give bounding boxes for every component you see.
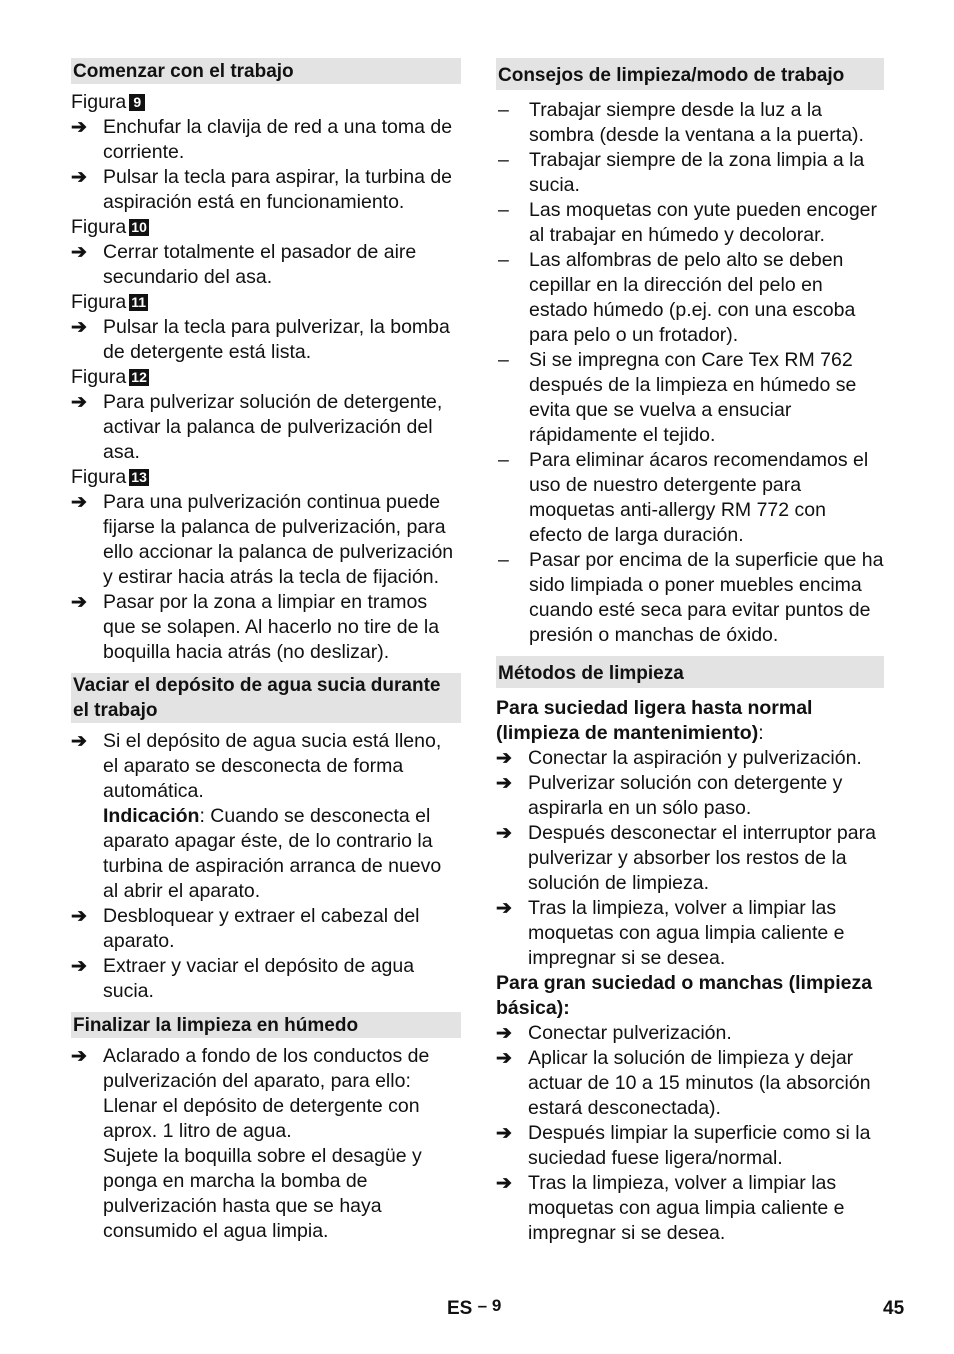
figure-number-badge: 12	[131, 369, 147, 385]
tip-item: – Las alfombras de pelo alto se deben cepillar en la dirección del pelo en estado húmedo (p.ej. con una escoba para pelo o un frotador).	[498, 249, 856, 346]
tip-item: – Pasar por encima de la superficie que ha sido limpiada o poner muebles encima cuando esté seca para evitar puntos de presión o manchas de óxido.	[498, 549, 884, 646]
dash-bullet: –	[498, 549, 509, 571]
arrow-right-icon: ➔	[496, 1123, 512, 1144]
section-heading-cleaning-tips: Consejos de limpieza/modo de trabajo	[496, 58, 884, 90]
figure-number-badge: 10	[131, 219, 147, 235]
dash-bullet: –	[498, 249, 509, 271]
dash-bullet: –	[498, 199, 509, 221]
arrow-right-icon: ➔	[71, 906, 87, 927]
dash-bullet: –	[498, 149, 509, 171]
arrow-right-icon: ➔	[496, 898, 512, 919]
instruction-item: ➔ Después desconectar el interruptor para pulverizar y absorber los restos de la solución de limpieza.	[496, 822, 876, 894]
left-column	[71, 58, 461, 1244]
arrow-right-icon: ➔	[496, 1048, 512, 1069]
instruction-item: ➔ Después limpiar la superficie como si la suciedad fuese ligera/normal.	[496, 1122, 871, 1169]
section-heading-empty-tank: Vaciar el depósito de agua sucia durante el trabajo	[71, 673, 461, 723]
tip-item: – Para eliminar ácaros recomendamos el uso de nuestro detergente para moquetas anti-allergy RM 772 con efecto de larga duración.	[498, 449, 869, 546]
instruction-item: ➔ Si el depósito de agua sucia está lleno, el aparato se desconecta de forma automática. Indicación: Cuando se desconecta el aparato apagar éste, de lo contrario la turbina de aspiración arranca de nuevo al abrir el aparato.	[71, 730, 442, 902]
instruction-item: ➔ Para pulverizar solución de detergente, activar la palanca de pulverización del asa.	[71, 391, 443, 463]
arrow-right-icon: ➔	[71, 1046, 87, 1067]
note-text: : Cuando se desconecta el aparato apagar éste, de lo contrario la turbina de aspiración arranca de nuevo al abrir el aparato.	[103, 805, 442, 902]
arrow-right-icon: ➔	[71, 731, 87, 752]
section-heading-start-work: Comenzar con el trabajo	[71, 58, 461, 84]
arrow-right-icon: ➔	[71, 392, 87, 413]
instruction-item: ➔ Cerrar totalmente el pasador de aire secundario del asa.	[71, 241, 417, 288]
instruction-item: ➔ Extraer y vaciar el depósito de agua sucia.	[71, 955, 415, 1002]
instruction-item: ➔ Tras la limpieza, volver a limpiar las moquetas con agua limpia caliente e impregnar si se desea.	[496, 1172, 845, 1244]
dash-bullet: –	[498, 349, 509, 371]
subheading-light-dirt: Para suciedad ligera hasta normal (limpieza de mantenimiento):	[496, 697, 813, 744]
instruction-item: ➔ Pasar por la zona a limpiar en tramos que se solapen. Al hacerlo no tire de la boquilla hacia atrás (no deslizar).	[71, 591, 440, 663]
arrow-right-icon: ➔	[71, 242, 87, 263]
arrow-right-icon: ➔	[71, 492, 87, 513]
language-code: ES	[447, 1298, 473, 1319]
instruction-item: ➔ Tras la limpieza, volver a limpiar las moquetas con agua limpia caliente e impregnar si se desea.	[496, 897, 845, 969]
figure-number-badge: 9	[129, 94, 145, 111]
figure-ref-12: Figura 12	[71, 366, 147, 388]
instruction-item: ➔ Pulverizar solución con detergente y aspirarla en un sólo paso.	[496, 772, 843, 819]
instruction-item: ➔ Enchufar la clavija de red a una toma de corriente.	[71, 116, 453, 163]
instruction-item: ➔ Conectar pulverización.	[496, 1022, 732, 1044]
instruction-item: ➔ Pulsar la tecla para pulverizar, la bomba de detergente está lista.	[71, 316, 450, 363]
section-heading-cleaning-methods: Métodos de limpieza	[496, 656, 884, 688]
note-label: Indicación	[103, 805, 200, 827]
page-footer-section	[447, 1298, 501, 1320]
tip-item: – Trabajar siempre desde la luz a la sombra (desde la ventana a la puerta).	[498, 99, 864, 146]
arrow-right-icon: ➔	[496, 1023, 512, 1044]
tip-item: – Las moquetas con yute pueden encoger al trabajar en húmedo y decolorar.	[498, 199, 878, 246]
subheading-heavy-dirt: Para gran suciedad o manchas (limpieza básica):	[496, 972, 873, 1019]
section-page-number: – 9	[477, 1296, 502, 1315]
figure-ref-9: Figura 9	[71, 90, 461, 115]
instruction-item: ➔ Conectar la aspiración y pulverización.	[496, 747, 862, 769]
arrow-right-icon: ➔	[71, 956, 87, 977]
page-number: 45	[883, 1298, 905, 1319]
instruction-item: ➔ Aplicar la solución de limpieza y dejar actuar de 10 a 15 minutos (la absorción estará desconectada).	[496, 1047, 871, 1119]
right-column	[496, 58, 884, 1246]
instruction-item: ➔ Desbloquear y extraer el cabezal del aparato.	[71, 905, 420, 952]
figure-ref-10: Figura 10	[71, 216, 147, 238]
figure-ref-13: Figura 13	[71, 466, 147, 488]
instruction-item: ➔ Pulsar la tecla para aspirar, la turbina de aspiración está en funcionamiento.	[71, 166, 453, 213]
tip-item: – Trabajar siempre de la zona limpia a la sucia.	[498, 149, 865, 196]
figure-number-badge: 11	[131, 294, 147, 310]
figure-ref-11: Figura 11	[71, 291, 147, 313]
instruction-item: ➔ Aclarado a fondo de los conductos de pulverización del aparato, para ello: Llenar el depósito de detergente con aprox. 1 litro de agua. Sujete la boquilla sobre el desagüe y ponga en marcha la bomba de pulverización hasta que se haya consumido el agua limpia.	[71, 1045, 430, 1242]
arrow-right-icon: ➔	[71, 117, 87, 138]
tip-item: – Si se impregna con Care Tex RM 762 después de la limpieza en húmedo se evita que se vuelva a ensuciar rápidamente el tejido.	[498, 349, 857, 446]
figure-number-badge: 13	[131, 469, 147, 485]
arrow-right-icon: ➔	[496, 1173, 512, 1194]
arrow-right-icon: ➔	[496, 748, 512, 769]
arrow-right-icon: ➔	[71, 592, 87, 613]
dash-bullet: –	[498, 99, 509, 121]
dash-bullet: –	[498, 449, 509, 471]
instruction-item: ➔ Para una pulverización continua puede fijarse la palanca de pulverización, para ello accionar la palanca de pulverización y estirar hacia atrás la tecla de fijación.	[71, 491, 454, 588]
section-heading-finish-wet-cleaning: Finalizar la limpieza en húmedo	[71, 1012, 461, 1038]
arrow-right-icon: ➔	[496, 823, 512, 844]
arrow-right-icon: ➔	[71, 167, 87, 188]
arrow-right-icon: ➔	[496, 773, 512, 794]
arrow-right-icon: ➔	[71, 317, 87, 338]
